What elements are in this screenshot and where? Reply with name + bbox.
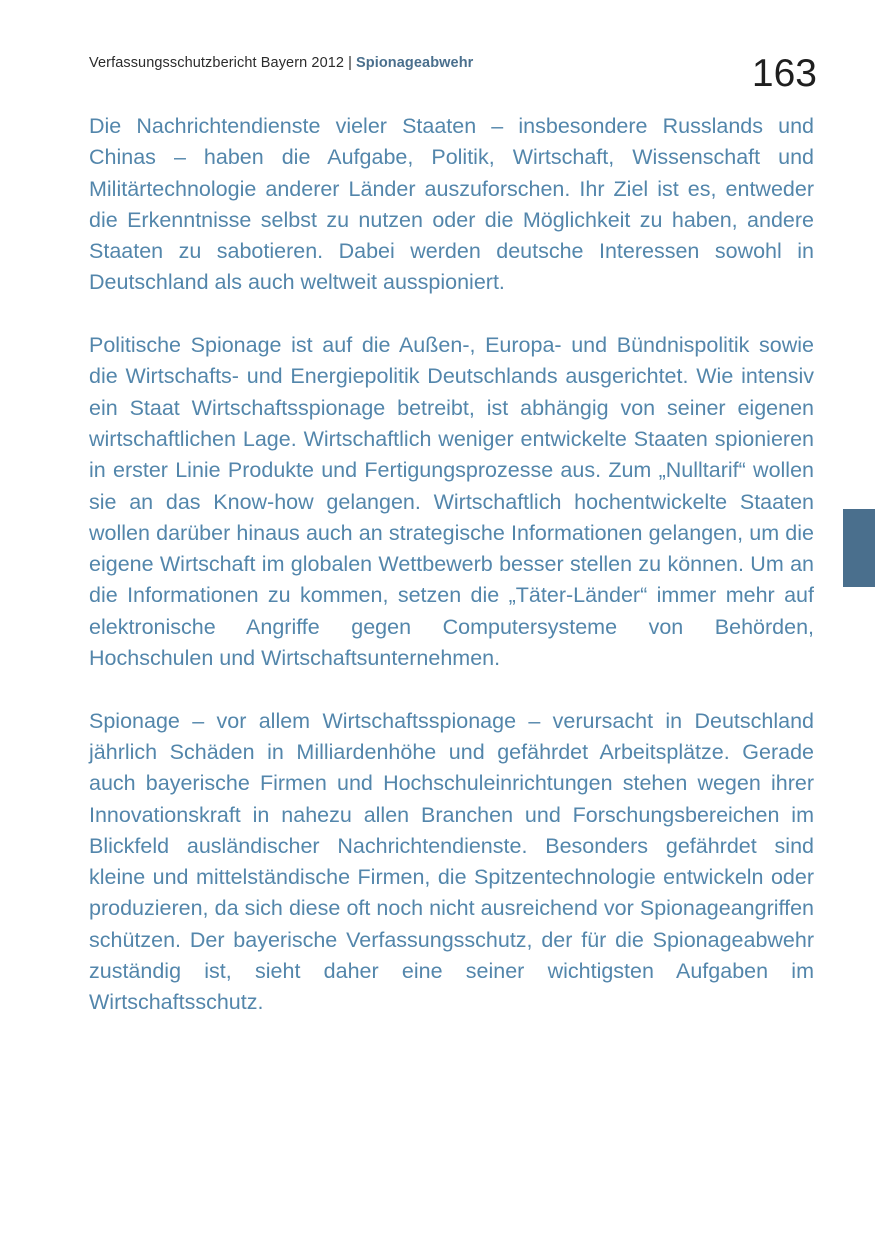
paragraph-3: Spionage – vor allem Wirtschaftsspionage – verursacht in Deutschland jährlich Schäden in Milliardenhöhe und gefährdet Arbeitsplätze. Gerade auch bayerische Firmen und Hochschuleinrichtungen stehen wegen ihrer Innovationskraft in nahezu allen Branchen und Forschungsbereichen im Blickfeld ausländischer Nachrichtendienste. Besonders gefährdet sind kleine und mittelständische Firmen, die Spitzentechnologie entwickeln oder produzieren, da sich diese oft noch nicht ausreichend vor Spionageangriffen schützen. Der bayerische Verfassungsschutz, der für die Spionageabwehr zuständig ist, sieht daher eine seiner wichtigsten Aufgaben im Wirtschaftsschutz. — [89, 708, 814, 1015]
section-title: Spionageabwehr — [355, 55, 474, 71]
paragraph-1: Die Nachrichtendienste vieler Staaten – insbesondere Russlands und Chinas – haben die Aufgabe, Politik, Wirtschaft, Wissenschaft und Militärtechnologie anderer Länder auszuforschen. Ihr Ziel ist es, entweder die Erkenntnisse selbst zu nutzen oder die Möglichkeit zu haben, andere Staaten zu sabotieren. Dabei werden deutsche Interessen sowohl in Deutschland als auch weltweit ausspioniert. — [89, 114, 814, 295]
chapter-tab-marker — [843, 509, 875, 587]
publication-title: Verfassungsschutzbericht Bayern 2012 — [89, 55, 345, 71]
paragraph-2: Politische Spionage ist auf die Außen-, Europa- und Bündnispolitik sowie die Wirtschafts- und Energiepolitik Deutschlands ausgerichtet. Wie intensiv ein Staat Wirtschaftsspionage betreibt, ist abhängig von seiner eigenen wirtschaftlichen Lage. Wirtschaftlich weniger entwickelte Staaten spionieren in erster Linie Produkte und Fertigungsprozesse aus. Zum „Nulltarif“ wollen sie an das Know-how gelangen. Wirtschaftlich hochentwickelte Staaten wollen darüber hinaus auch an strategische Informationen gelangen, um die eigene Wirtschaft im globalen Wettbewerb besser stellen zu können. Um an die Informationen zu kommen, setzen die „Täter-Länder“ immer mehr auf elektronische Angriffe gegen Computersysteme von Behörden, Hochschulen und Wirtschaftsunternehmen. — [89, 333, 814, 671]
header-separator: | — [348, 55, 352, 71]
page-number: 163 — [751, 52, 817, 95]
running-header — [89, 55, 473, 71]
body-text — [89, 111, 814, 1050]
